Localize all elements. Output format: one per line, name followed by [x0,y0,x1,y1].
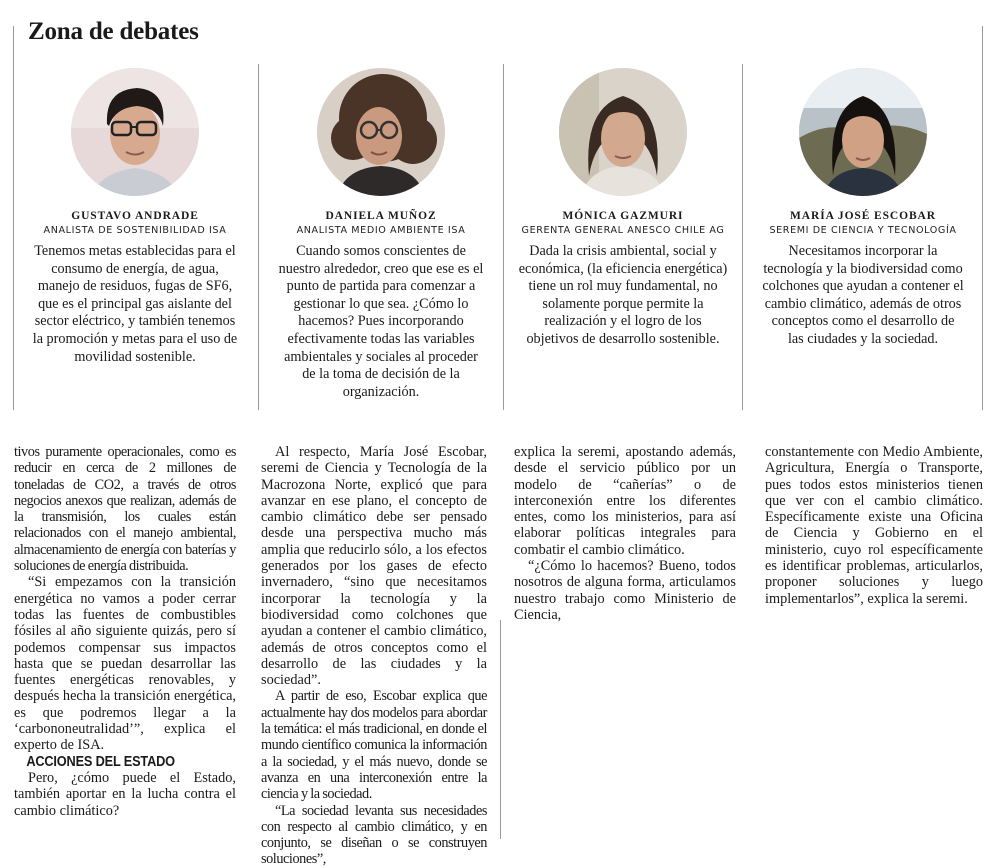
avatar-maria-jose-escobar [799,68,927,196]
panelist-card-1 [24,68,246,366]
article-paragraph: Pero, ¿cómo puede el Estado, también aportar en la lucha contra el cambio climático? [14,769,236,819]
article-paragraph: “La sociedad levanta sus necesidades con respecto al cambio climático, y en conjunto, se diseñan o se construyen soluciones”, [261,802,487,868]
panelist-name: DANIELA MUÑOZ [325,210,437,222]
article-paragraph: Al respecto, María José Escobar, seremi de Ciencia y Tecnología de la Macrozona Norte, explicó que para avanzar en ese plano, el concepto de cambio climático debe ser pensado desde una perspectiva mucho más amplia que reducirlo sólo, a los efectos generados por los gases de efecto invernadero, “sino que necesitamos incorporar la tecnología y la biodiversidad como colchones que ayudan a contener el cambio climático, además de otros conceptos como el desarrollo de las ciudades y la sociedad”. [261,444,487,689]
article-column-4 [765,444,983,607]
panelist-quote: Cuando somos conscientes de nuestro alrededor, creo que ese es el punto de partida para comenzar a gestionar lo que sea. ¿Cómo lo hacemos? Pues incorporando efectivamente todas las variables ambientales y sociales al proceder de la toma de decisión de la organización. [278,243,484,400]
panelist-name: GUSTAVO ANDRADE [71,210,199,222]
article-column-2 [261,444,487,868]
panel-divider-3 [742,64,743,410]
portrait-photo-icon [71,68,199,196]
panel-divider-1 [258,64,259,410]
section-subheading: ACCIONES DEL ESTADO [26,753,175,770]
frame-right-rule [982,26,983,410]
frame-left-rule [13,26,14,410]
avatar-monica-gazmuri [559,68,687,196]
section-title: Zona de debates [28,18,199,45]
panelist-quote: Necesitamos incorporar la tecnología y la biodiversidad como colchones que ayudan a contener el cambio climático, además de otros conceptos como el desarrollo de las ciudades y la sociedad. [762,243,964,347]
panelist-card-3 [514,68,732,349]
article-paragraph: constantemente con Medio Ambiente, Agricultura, Energía o Transporte, pues todos estos ministerios tienen que ver con el cambio climático. Específicamente existe una Oficina de Ciencia y Gobierno en el ministerio, cuyo rol específicamente es identificar problemas, articularlos, proponer soluciones y luego implementarlos”, explica la seremi. [765,444,983,607]
article-column-3 [514,444,736,623]
panelist-name: MÓNICA GAZMURI [562,210,684,222]
article-column-1 [14,444,236,819]
panelist-role: ANALISTA DE SOSTENIBILIDAD ISA [43,225,227,236]
panel-divider-2 [503,64,504,410]
portrait-photo-icon [559,68,687,196]
article-paragraph: A partir de eso, Escobar explica que actualmente hay dos modelos para abordar la temática: el más tradicional, en donde el mundo científico comunica la información a la sociedad, y el más nuevo, donde se avanza en una interconexión entre la ciencia y la sociedad. [261,688,487,803]
article-paragraph: “Si empezamos con la transición energética no vamos a poder cerrar todas las fuentes de combustibles fósiles al año siguiente quizás, pero sí podemos compensar sus impactos hasta que se puedan desarrollar las fuentes energéticas renovables, y después hecha la transición energética, es que podremos llegar a la ‘carbononeutralidad’”, explica el experto de ISA. [14,574,236,754]
panelist-role: GERENTA GENERAL ANESCO CHILE AG [521,225,725,236]
column-divider-3 [500,620,501,839]
avatar-gustavo-andrade [71,68,199,196]
panelist-role: SEREMI DE CIENCIA Y TECNOLOGÍA [769,225,957,236]
panelist-quote: Tenemos metas establecidas para el consumo de energía, de agua, manejo de residuos, fugas de SF6, que es el principal gas aislante del sector eléctrico, y también tenemos la promoción y metas para el uso de movilidad sostenible. [32,243,238,365]
portrait-photo-icon [317,68,445,196]
panelist-name: MARÍA JOSÉ ESCOBAR [790,210,936,222]
panelist-card-4 [752,68,974,349]
panelist-role: ANALISTA MEDIO AMBIENTE ISA [296,225,466,236]
avatar-daniela-munoz [317,68,445,196]
article-paragraph: “¿Cómo lo hacemos? Bueno, todos nosotros de alguna forma, articulamos nuestro trabajo como Ministerio de Ciencia, [514,558,736,623]
panelist-quote: Dada la crisis ambiental, social y económica, (la eficiencia energética) tiene un rol muy fundamental, no solamente porque permite la realización y el logro de los objetivos de desarrollo sostenible. [518,243,728,347]
article-paragraph: explica la seremi, apostando además, desde el servicio público por un modelo de “cañerías” o de interconexión entre los diferentes entes, como los ministerios, para así elaborar políticas integrales para combatir el cambio climático. [514,444,736,558]
panelist-card-2 [268,68,494,401]
article-paragraph: tivos puramente operacionales, como es reducir en cerca de 2 millones de toneladas de CO2, a través de otros negocios anexos que realizan, además de la transmisión, los cuales están relacionados con el manejo ambiental, almacenamiento de energía con baterías y soluciones de energía distribuida. [14,444,236,575]
portrait-photo-icon [799,68,927,196]
